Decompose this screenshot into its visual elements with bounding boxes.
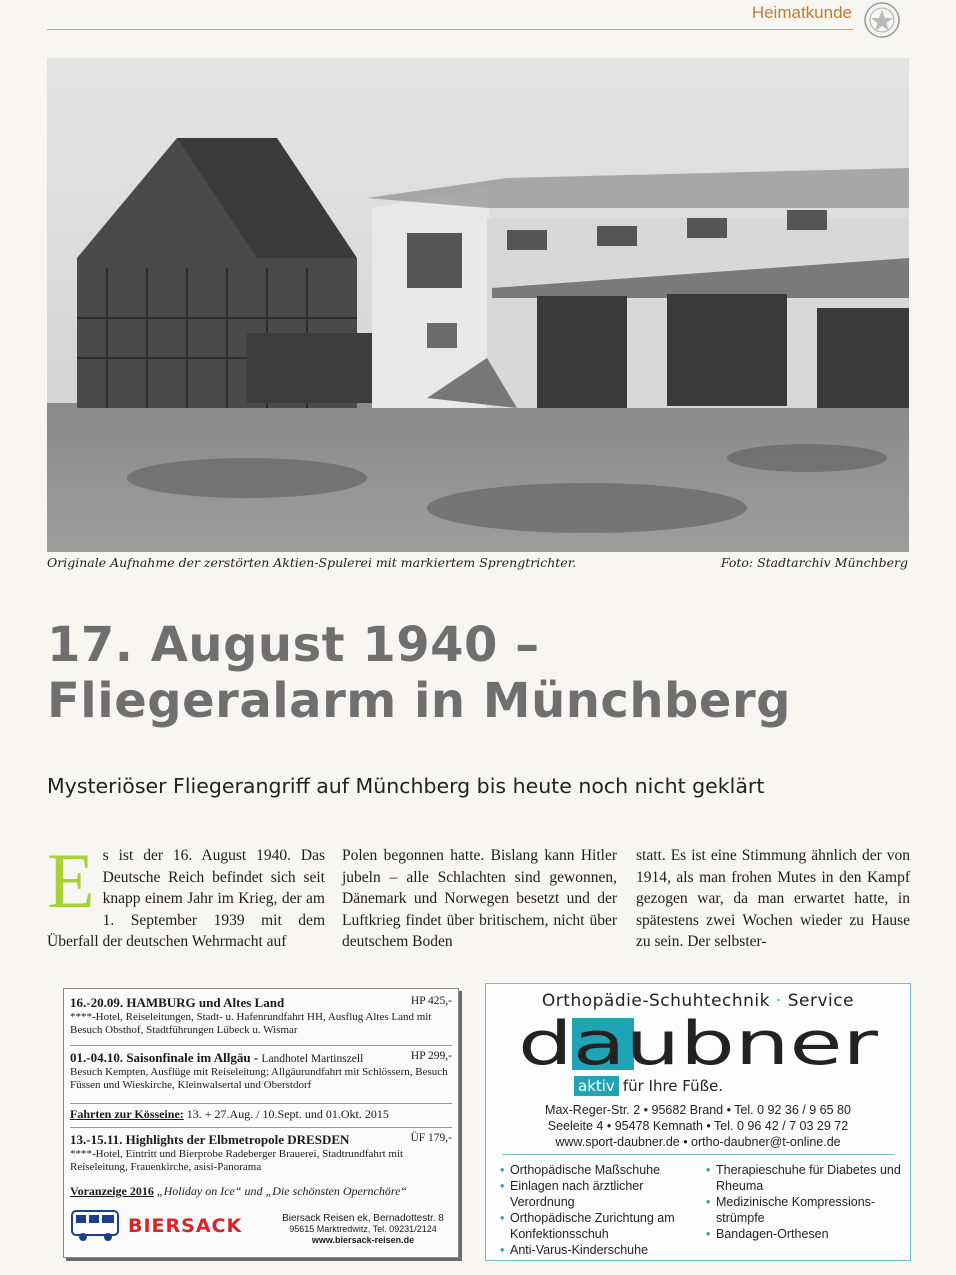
trip-hotel: Landhotel Martinszell bbox=[261, 1053, 364, 1065]
daubner-header bbox=[486, 991, 910, 1011]
services-list-right bbox=[706, 1162, 902, 1242]
preview-desc: „Holiday on Ice“ und „Die schönsten Opernchöre“ bbox=[156, 1184, 408, 1198]
biersack-address bbox=[274, 1213, 452, 1246]
photo-caption: Originale Aufnahme der zerstörten Aktien-Spulerei mit markiertem Sprengtrichter. bbox=[47, 555, 577, 570]
ad-trip-koesseine bbox=[70, 1108, 452, 1121]
trip-price: HP 299,- bbox=[410, 1050, 452, 1062]
contact-line: Seeleite 4 • 95478 Kemnath • Tel. 0 96 42 / 7 03 29 72 bbox=[547, 1119, 849, 1133]
article-column-3: statt. Es ist eine Stimmung ähnlich der von 1914, als man frohen Mutes in den Kampf gezogen war, da man erwartet hatte, in spätestens zwei Wochen wieder zu Hause zu sein. Der selbster- bbox=[636, 847, 910, 950]
ad-divider bbox=[502, 1154, 894, 1155]
title-line-2: Fliegeralarm in Münchberg bbox=[47, 673, 791, 729]
contact-line: www.sport-daubner.de • ortho-daubner@t-online.de bbox=[555, 1135, 841, 1149]
tagline-text: für Ihre Füße. bbox=[622, 1077, 724, 1095]
title-line-1: 17. August 1940 – bbox=[47, 617, 540, 673]
article-column-2: Polen begonnen hatte. Bislang kann Hitler jubeln – alle Schlachten sind gewonnen, Dänemark und Norwegen besetzt und der Luftkrieg findet über britischem, nicht über deutschem Boden bbox=[342, 847, 617, 950]
ad-divider bbox=[70, 1045, 452, 1046]
service-item: • Orthopädische Maßschuhe bbox=[500, 1162, 696, 1178]
services-list-left bbox=[500, 1162, 696, 1258]
trip-desc: Besuch Kempten, Ausflüge mit Reiseleitung: Allgäurundfahrt mit Schlössern, Besuch Füssen und Wieskirche, Kleinwalsertal und Oberstdorf bbox=[70, 1066, 448, 1091]
aktiv-badge: aktiv bbox=[574, 1076, 619, 1096]
trip-title: 13.-15.11. Highlights der Elbmetropole DRESDEN bbox=[70, 1132, 350, 1147]
service-item: • Medizinische Kompressions-strümpfe bbox=[706, 1194, 902, 1226]
trip-title: 16.-20.09. HAMBURG und Altes Land bbox=[70, 995, 285, 1010]
daubner-ad bbox=[485, 983, 911, 1261]
trip-price: ÜF 179,- bbox=[410, 1132, 452, 1144]
service-item: • Anti-Varus-Kinderschuhe bbox=[500, 1242, 696, 1258]
ad-divider bbox=[70, 1127, 452, 1128]
svg-text:daubner: daubner bbox=[518, 1016, 878, 1070]
article-column-1 bbox=[47, 837, 325, 953]
historic-photo bbox=[47, 58, 909, 552]
service-item: • Orthopädische Zurichtung am Konfektionsschuh bbox=[500, 1210, 696, 1242]
header-text: Service bbox=[787, 991, 855, 1011]
dropcap: E bbox=[47, 837, 95, 924]
bus-icon bbox=[70, 1205, 122, 1245]
trip-title: 01.-04.10. Saisonfinale im Allgäu - bbox=[70, 1050, 259, 1065]
daubner-tagline bbox=[574, 1076, 723, 1096]
ad-preview-2016 bbox=[70, 1184, 452, 1199]
address-line: Biersack Reisen ek, Bernadottestr. 8 bbox=[282, 1213, 444, 1224]
ad-trip-hamburg bbox=[70, 995, 452, 1037]
daubner-logo bbox=[518, 1016, 878, 1070]
ad-divider bbox=[70, 1103, 452, 1104]
section-label: Heimatkunde bbox=[751, 3, 852, 22]
ad-trip-allgaeu bbox=[70, 1050, 452, 1092]
header-rule bbox=[47, 29, 853, 30]
brand-name: BIERSACK bbox=[128, 1215, 243, 1237]
header-dot: · bbox=[775, 991, 782, 1011]
service-item: • Therapieschuhe für Diabetes und Rheuma bbox=[706, 1162, 902, 1194]
trip-desc: ****-Hotel, Reiseleitungen, Stadt- u. Hafenrundfahrt HH, Ausflug Altes Land mit Besuch Obsthof, Stadtführungen Lübeck u. Wismar bbox=[70, 1011, 432, 1036]
trip-title: Fahrten zur Kösseine: bbox=[70, 1107, 184, 1121]
trip-dates: 13. + 27.Aug. / 10.Sept. und 01.Okt. 2015 bbox=[186, 1107, 389, 1121]
column-1-text: s ist der 16. August 1940. Das Deutsche Reich befindet sich seit knapp einem Jahr im Krieg, der am 1. September 1939 mit dem Überfall der deutschen Wehrmacht auf bbox=[47, 847, 325, 950]
daubner-contact bbox=[486, 1102, 910, 1150]
town-seal-icon bbox=[862, 0, 902, 40]
service-item: • Bandagen-Orthesen bbox=[706, 1226, 902, 1242]
article-subtitle: Mysteriöser Fliegerangriff auf Münchberg bis heute noch nicht geklärt bbox=[47, 774, 765, 798]
photo-credit: Foto: Stadtarchiv Münchberg bbox=[720, 555, 908, 570]
preview-title: Voranzeige 2016 bbox=[70, 1184, 154, 1198]
trip-price: HP 425,- bbox=[410, 995, 452, 1007]
biersack-ad bbox=[63, 988, 459, 1258]
article-title bbox=[47, 617, 791, 729]
service-item: • Einlagen nach ärztlicher Verordnung bbox=[500, 1178, 696, 1210]
website-link: www.biersack-reisen.de bbox=[311, 1235, 415, 1245]
trip-desc: ****-Hotel, Eintritt und Bierprobe Radeberger Brauerei, Stadtrundfahrt mit Reiseleitung, Frauenkirche, asisi-Panorama bbox=[70, 1148, 404, 1173]
biersack-logo bbox=[70, 1203, 270, 1247]
header-text: Orthopädie-Schuhtechnik bbox=[541, 991, 770, 1011]
address-line: 95615 Marktredwitz, Tel. 09231/2124 bbox=[289, 1224, 437, 1234]
contact-line: Max-Reger-Str. 2 • 95682 Brand • Tel. 0 92 36 / 9 65 80 bbox=[545, 1103, 851, 1117]
ad-trip-dresden bbox=[70, 1132, 452, 1174]
